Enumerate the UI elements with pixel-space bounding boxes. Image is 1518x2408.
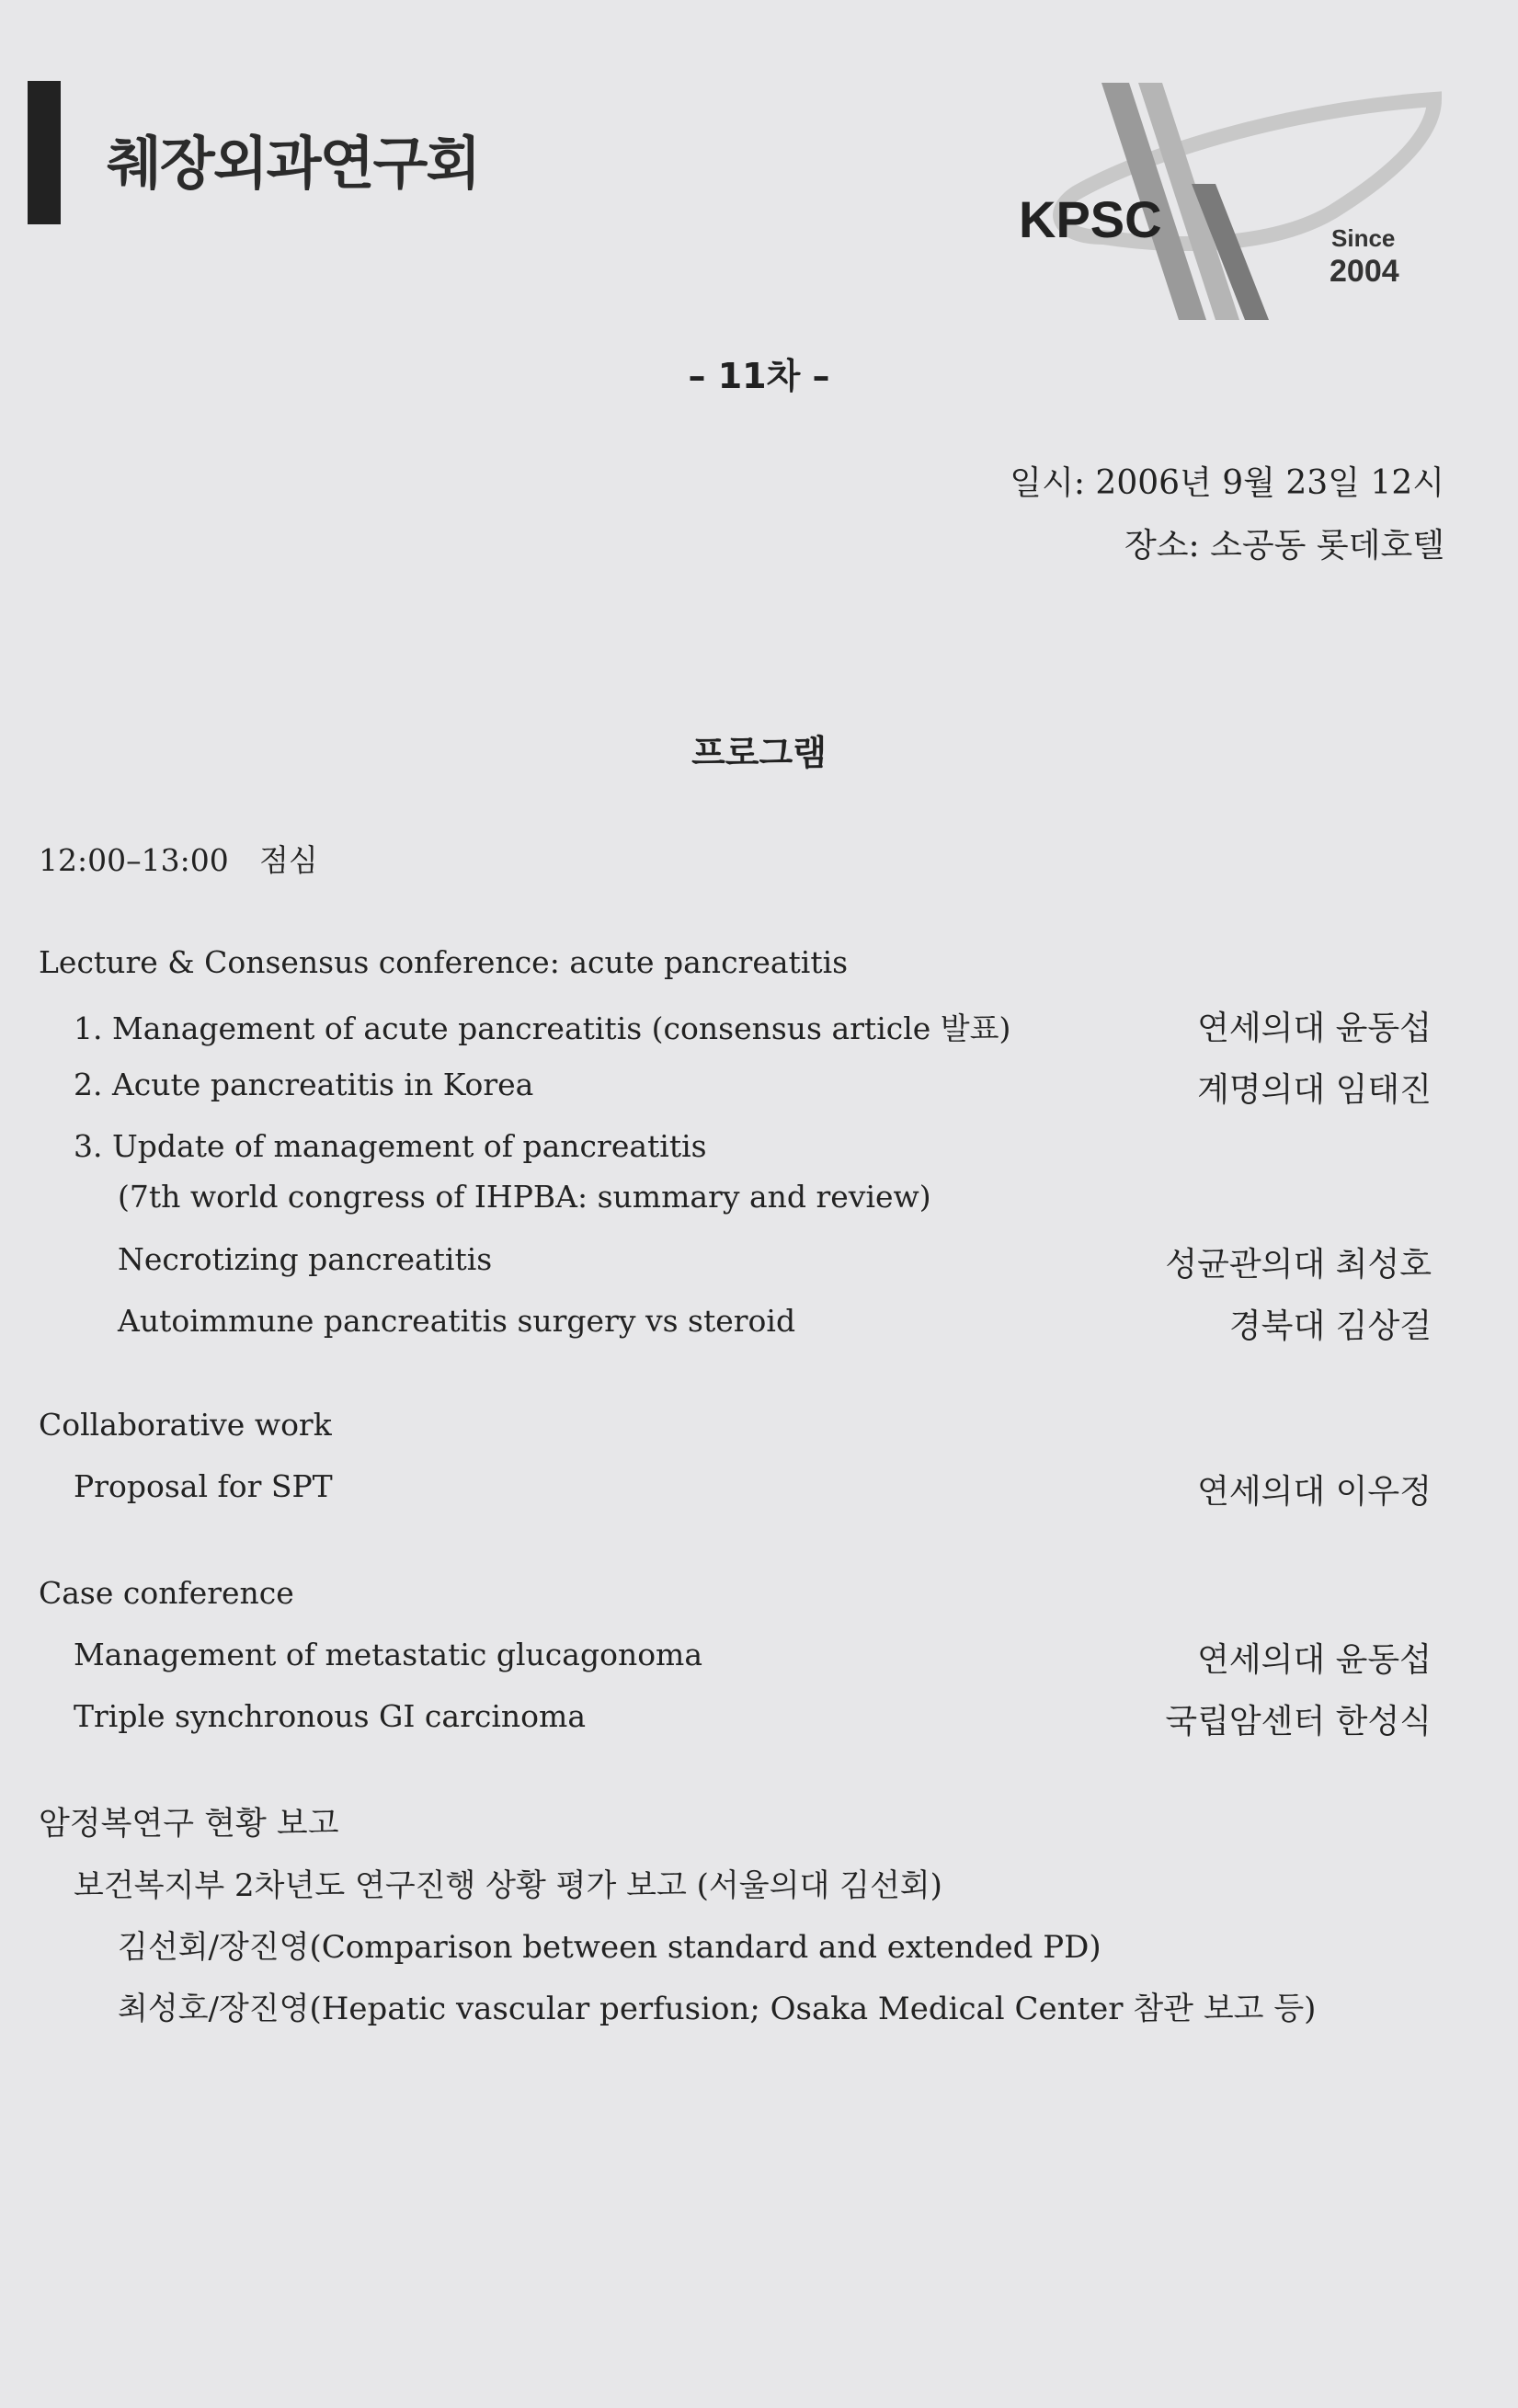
title-accent-bar xyxy=(28,81,61,224)
logo-acronym: KPSC xyxy=(1019,190,1162,248)
lecture-speaker: 성균관의대 최성호 xyxy=(1165,1246,1432,1284)
lecture-section-title: Lecture & Consensus conference: acute pancreatitis xyxy=(39,944,849,980)
lunch-time: 12:00–13:00 xyxy=(39,842,229,878)
kpsc-logo xyxy=(1002,74,1453,331)
case-speaker: 국립암센터 한성식 xyxy=(1165,1703,1432,1740)
report-line: 최성호/장진영(Hepatic vascular perfusion; Osaka Medical Center 참관 보고 등) xyxy=(118,1991,1317,2027)
collab-section-title: Collaborative work xyxy=(39,1407,332,1443)
report-section-title: 암정복연구 현황 보고 xyxy=(39,1806,339,1843)
lecture-item: 3. Update of management of pancreatitis xyxy=(74,1128,707,1164)
lecture-item: Autoimmune pancreatitis surgery vs steroid xyxy=(118,1303,796,1339)
case-speaker: 연세의대 윤동섭 xyxy=(1197,1641,1432,1679)
program-heading: 프로그램 xyxy=(691,733,827,773)
page-title: 췌장외과연구회 xyxy=(107,130,480,197)
lunch-label: 점심 xyxy=(259,842,318,878)
meeting-place: 장소: 소공동 롯데호텔 xyxy=(1124,527,1444,565)
lecture-item: 2. Acute pancreatitis in Korea xyxy=(74,1067,534,1102)
lecture-item: Necrotizing pancreatitis xyxy=(118,1241,493,1277)
logo-since-year: 2004 xyxy=(1330,254,1399,289)
lecture-speaker: 연세의대 윤동섭 xyxy=(1197,1010,1432,1047)
lecture-item-note: (7th world congress of IHPBA: summary and review) xyxy=(118,1179,931,1215)
meeting-date: 일시: 2006년 9월 23일 12시 xyxy=(1010,464,1444,502)
report-line: 보건복지부 2차년도 연구진행 상황 평가 보고 (서울의대 김선회) xyxy=(74,1867,942,1904)
lunch-row xyxy=(39,837,318,880)
lecture-item: 1. Management of acute pancreatitis (consensus article 발표) xyxy=(74,1010,1011,1046)
session-number: – 11차 – xyxy=(688,356,830,396)
lecture-speaker: 계명의대 임태진 xyxy=(1197,1071,1432,1109)
lecture-speaker: 경북대 김상걸 xyxy=(1228,1307,1432,1345)
case-section-title: Case conference xyxy=(39,1575,294,1611)
logo-since-label: Since xyxy=(1331,224,1396,252)
collab-speaker: 연세의대 이우정 xyxy=(1197,1473,1432,1511)
case-item: Management of metastatic glucagonoma xyxy=(74,1637,703,1672)
report-line: 김선회/장진영(Comparison between standard and extended PD) xyxy=(118,1929,1101,1966)
collab-item: Proposal for SPT xyxy=(74,1468,333,1504)
case-item: Triple synchronous GI carcinoma xyxy=(74,1698,586,1734)
meeting-info xyxy=(1010,452,1444,577)
